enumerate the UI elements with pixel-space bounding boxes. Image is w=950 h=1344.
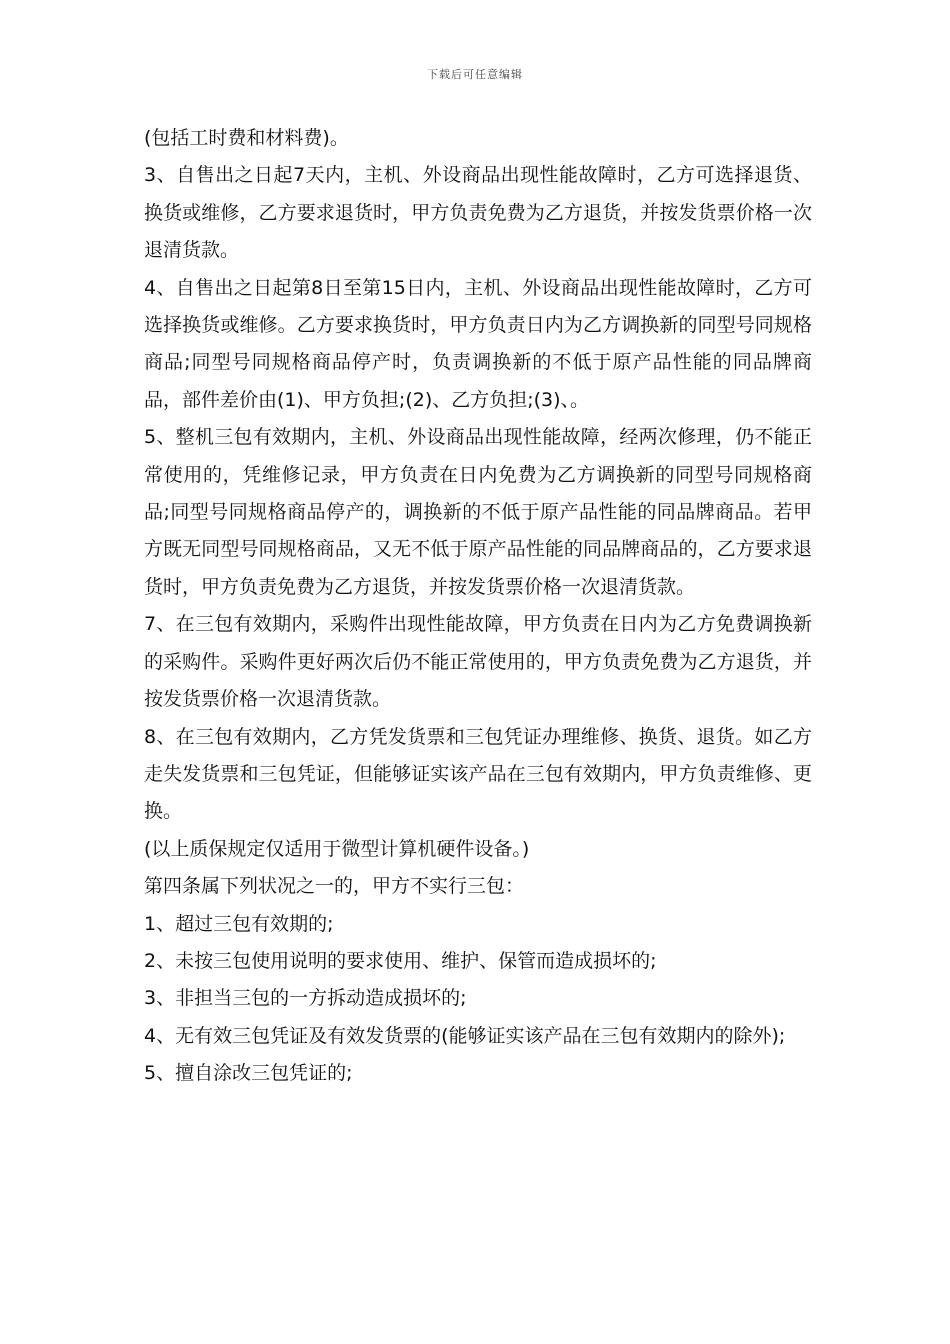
paragraph-exclusion-3: 3、非担当三包的一方拆动造成损坏的; [144, 987, 467, 1010]
paragraph-clause-8: 8、在三包有效期内，乙方凭发货票和三包凭证办理维修、换货、退货。如乙方走失发货票和三包凭证，但能够证实该产品在三包有效期内，甲方负责维修、更换。 [144, 725, 812, 823]
paragraph-exclusion-5: 5、擅自涂改三包凭证的; [144, 1062, 353, 1085]
paragraph-exclusion-1: 1、超过三包有效期的; [144, 912, 334, 935]
paragraph-scope-note: (以上质保规定仅适用于微型计算机硬件设备。) [144, 837, 530, 860]
paragraph-clause-4: 4、自售出之日起第8日至第15日内，主机、外设商品出现性能故障时，乙方可选择换货或维修。乙方要求换货时，甲方负责日内为乙方调换新的同型号同规格商品;同型号同规格商品停产时，负责调换新的不低于原产品性能的同品牌商品，部件差价由(1)、甲方负担;(2)、乙方负担;(3)、。 [144, 276, 812, 411]
paragraph-article-4-heading: 第四条属下列状况之一的，甲方不实行三包： [144, 875, 525, 898]
paragraph-clause-5: 5、整机三包有效期内，主机、外设商品出现性能故障，经两次修理，仍不能正常使用的，凭维修记录，甲方负责在日内免费为乙方调换新的同型号同规格商品;同型号同规格商品停产的，调换新的不低于原产品性能的同品牌商品。若甲方既无同型号同规格商品，又无不低于原产品性能的同品牌商品的，乙方要求退货时，甲方负责免费为乙方退货，并按发货票价格一次退清货款。 [144, 426, 812, 598]
document-body [144, 120, 812, 1093]
page-header: 下载后可任意编辑 [427, 68, 523, 81]
paragraph-clause-7: 7、在三包有效期内，采购件出现性能故障，甲方负责在日内为乙方免费调换新的采购件。采购件更好两次后仍不能正常使用的，甲方负责免费为乙方退货，并按发货票价格一次退清货款。 [144, 613, 812, 711]
paragraph-exclusion-4: 4、无有效三包凭证及有效发货票的(能够证实该产品在三包有效期内的除外); [144, 1024, 786, 1047]
paragraph-labor-fee: (包括工时费和材料费)。 [144, 127, 349, 149]
paragraph-clause-3: 3、自售出之日起7天内，主机、外设商品出现性能故障时，乙方可选择退货、换货或维修，乙方要求退货时，甲方负责免费为乙方退货，并按发货票价格一次退清货款。 [144, 164, 812, 262]
paragraph-exclusion-2: 2、未按三包使用说明的要求使用、维护、保管而造成损坏的; [144, 949, 657, 972]
